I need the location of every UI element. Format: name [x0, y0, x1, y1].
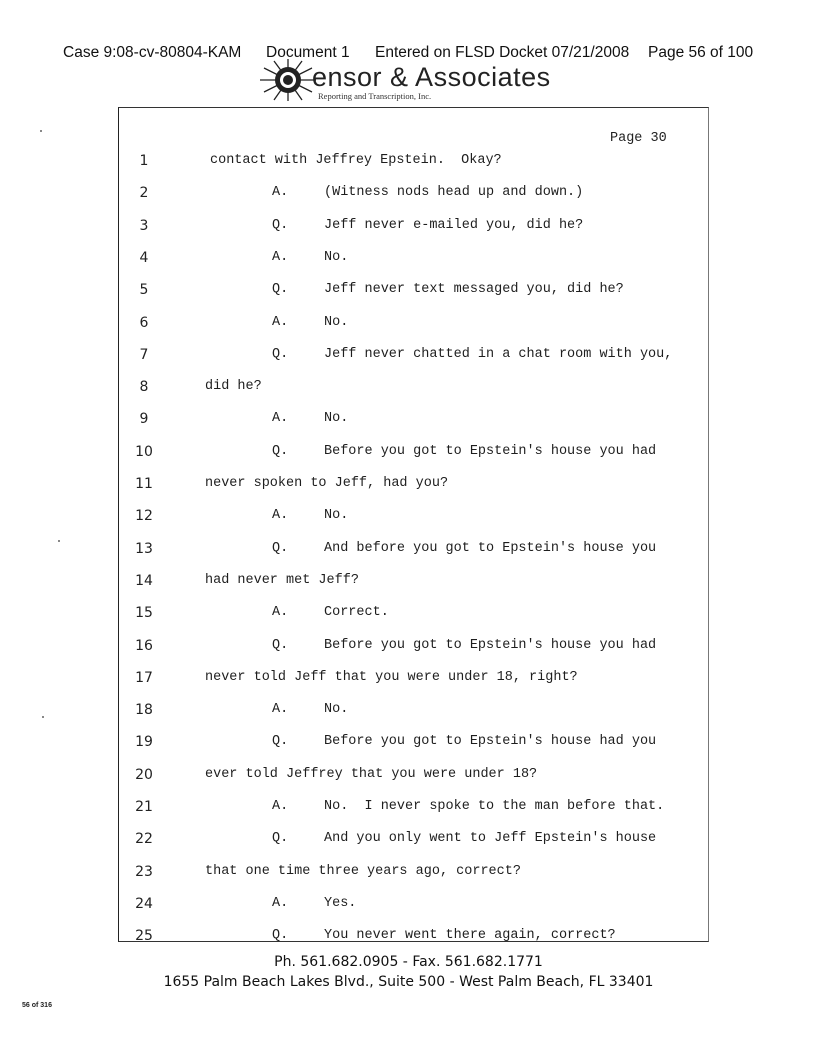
scan-speck — [40, 130, 42, 132]
transcript-line-text: Jeff never e-mailed you, did he? — [324, 217, 584, 233]
sun-logo-icon — [258, 58, 318, 102]
line-number: 4 — [139, 249, 149, 266]
line-number: 2 — [139, 185, 149, 202]
line-number: 20 — [135, 766, 153, 783]
transcript-line-text: never spoken to Jeff, had you? — [205, 476, 449, 491]
transcript-line-text: No. I never spoke to the man before that. — [324, 799, 665, 814]
line-number: 5 — [139, 282, 149, 299]
speaker-label: A. — [272, 799, 289, 814]
transcript-line-text: ever told Jeffrey that you were under 18? — [205, 766, 538, 782]
page-stamp: 56 of 316 — [22, 1002, 52, 1009]
line-number: 6 — [139, 314, 149, 331]
line-number: 11 — [135, 476, 153, 492]
line-number: 13 — [135, 540, 153, 557]
speaker-label: A. — [272, 895, 289, 911]
transcript-line-text: did he? — [205, 379, 262, 395]
transcript-line-text: And you only went to Jeff Epstein's house — [324, 831, 657, 847]
transcript-line-text: that one time three years ago, correct? — [205, 863, 521, 879]
transcript-line-text: You never went there again, correct? — [324, 928, 616, 944]
speaker-label: A. — [272, 185, 289, 201]
speaker-label: A. — [272, 314, 289, 330]
line-number: 16 — [135, 637, 153, 654]
speaker-label: Q. — [272, 928, 289, 944]
transcript-line-text: No. — [324, 508, 349, 524]
line-number: 1 — [139, 153, 149, 169]
line-number: 21 — [135, 799, 153, 815]
docket-entry: Entered on FLSD Docket 07/21/2008 — [375, 44, 630, 61]
company-tagline: Reporting and Transcription, Inc. — [318, 91, 432, 101]
line-number: 9 — [139, 411, 149, 428]
line-number: 23 — [135, 863, 153, 880]
scan-speck — [42, 716, 44, 718]
transcript-line-text: contact with Jeffrey Epstein. Okay? — [210, 153, 502, 168]
line-number: 17 — [135, 669, 153, 686]
line-number: 12 — [135, 508, 153, 525]
case-number: Case 9:08-cv-80804-KAM — [63, 44, 242, 61]
transcript-line-text: never told Jeff that you were under 18, right? — [205, 669, 578, 685]
speaker-label: Q. — [272, 831, 289, 847]
speaker-label: Q. — [272, 217, 289, 233]
transcript-line-text: Before you got to Epstein's house you had — [324, 443, 657, 459]
transcript-line-text: No. — [324, 411, 349, 427]
transcript-line-text: Before you got to Epstein's house had you — [324, 734, 657, 750]
transcript-line-text: Before you got to Epstein's house you had — [324, 637, 657, 653]
speaker-label: Q. — [272, 540, 289, 556]
speaker-label: A. — [272, 605, 289, 621]
line-number: 19 — [135, 734, 153, 751]
line-number: 3 — [139, 217, 149, 234]
line-number: 15 — [135, 605, 153, 622]
speaker-label: A. — [272, 702, 289, 718]
line-number: 7 — [139, 346, 149, 363]
transcript-line-text: Jeff never text messaged you, did he? — [324, 282, 624, 298]
line-number: 10 — [135, 443, 153, 460]
speaker-label: Q. — [272, 734, 289, 750]
line-number: 14 — [135, 572, 153, 589]
speaker-label: A. — [272, 249, 289, 265]
court-page-number: Page 56 of 100 — [648, 44, 754, 61]
line-number: 18 — [135, 702, 153, 719]
transcript-line-text: (Witness nods head up and down.) — [324, 185, 584, 201]
transcript-line-text: Yes. — [324, 895, 357, 911]
speaker-label: A. — [272, 508, 289, 524]
company-name: ensor & Associates — [312, 62, 551, 92]
transcript-line-text: had never met Jeff? — [205, 572, 359, 588]
speaker-label: A. — [272, 411, 289, 427]
transcript-line-text: Jeff never chatted in a chat room with you, — [324, 346, 673, 362]
transcript-line-text: And before you got to Epstein's house you — [324, 540, 657, 556]
document-number: Document 1 — [266, 44, 350, 61]
line-number: 25 — [135, 928, 153, 945]
line-number: 22 — [135, 831, 153, 848]
speaker-label: Q. — [272, 443, 289, 459]
line-number: 24 — [135, 895, 153, 912]
speaker-label: Q. — [272, 637, 289, 653]
transcript-line-text: No. — [324, 702, 349, 718]
speaker-label: Q. — [272, 282, 289, 298]
transcript-line-text: No. — [324, 314, 349, 330]
line-number: 8 — [139, 379, 149, 396]
scan-speck — [58, 540, 60, 542]
company-logo — [258, 58, 558, 102]
transcript-line-text: Correct. — [324, 605, 389, 621]
footer-address: 1655 Palm Beach Lakes Blvd., Suite 500 - West Palm Beach, FL 33401 — [163, 974, 654, 990]
transcript-page-label: Page 30 — [610, 131, 667, 146]
transcript-line-text: No. — [324, 249, 349, 265]
footer-phone: Ph. 561.682.0905 - Fax. 561.682.1771 — [274, 954, 543, 970]
speaker-label: Q. — [272, 346, 289, 362]
